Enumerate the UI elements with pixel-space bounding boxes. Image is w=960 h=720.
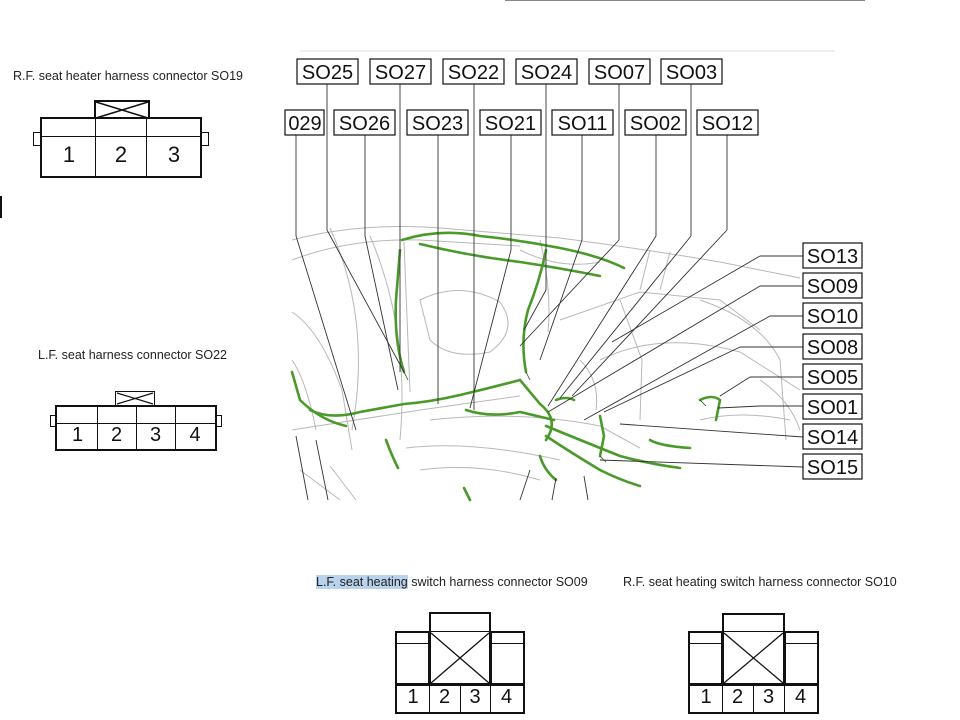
so09-tab-right: [490, 631, 525, 685]
label-so07: [589, 59, 650, 84]
svg-text:SO02: SO02: [629, 113, 682, 135]
label-so23: [407, 110, 468, 135]
label-so22: [443, 59, 504, 84]
so22-caption: L.F. seat harness connector SO22: [38, 348, 227, 362]
label-so01: [803, 394, 862, 419]
so10-latch-cross: [722, 631, 785, 685]
label-so02: [625, 110, 686, 135]
svg-text:029: 029: [288, 113, 322, 135]
so09-latch-cross: [429, 631, 491, 685]
label-so11: [552, 110, 613, 135]
svg-text:SO27: SO27: [374, 62, 427, 84]
label-so24: [516, 59, 577, 84]
label-so05: [803, 364, 862, 389]
so10-caption: R.F. seat heating switch harness connector SO10: [623, 575, 897, 589]
wiring-harness: [292, 233, 720, 500]
so10-tab-left: [688, 631, 723, 685]
label-so15: [803, 454, 862, 479]
svg-text:SO09: SO09: [806, 276, 859, 298]
label-so12: [697, 110, 758, 135]
label-so14: [803, 424, 862, 449]
svg-text:SO07: SO07: [593, 62, 646, 84]
so09-caption-rest: switch harness connector SO09: [407, 575, 588, 589]
svg-text:SO23: SO23: [411, 113, 464, 135]
label-so21: [480, 110, 541, 135]
svg-text:SO21: SO21: [484, 113, 537, 135]
so22-pin-4: 4: [189, 424, 201, 446]
svg-text:SO08: SO08: [806, 337, 859, 359]
so10-pin-4: 4: [794, 686, 807, 708]
so09-pin-1: 1: [407, 686, 419, 708]
label-so29-partial: [285, 110, 324, 135]
svg-text:SO24: SO24: [520, 62, 573, 84]
label-so25: [297, 59, 358, 84]
label-so09: [803, 273, 862, 298]
so22-pin-3: 3: [149, 424, 162, 446]
so19-caption: R.F. seat heater harness connector SO19: [13, 69, 243, 83]
so09-caption-highlight: L.F. seat heating: [316, 575, 408, 589]
so09-tab-left: [395, 631, 430, 685]
so09-pin-2: 2: [438, 686, 451, 708]
so10-tab-right: [784, 631, 819, 685]
svg-text:SO03: SO03: [665, 62, 718, 84]
so19-pin-3: 3: [167, 142, 181, 167]
so10-pin-3: 3: [762, 686, 775, 708]
label-so10: [803, 303, 862, 328]
svg-text:SO26: SO26: [338, 113, 391, 135]
so19-pin-1: 1: [62, 142, 76, 167]
so09-pin-4: 4: [500, 686, 513, 708]
svg-text:SO15: SO15: [806, 457, 859, 479]
so22-pin-2: 2: [110, 424, 123, 446]
svg-text:SO25: SO25: [301, 62, 354, 84]
so10-pin-2: 2: [731, 686, 744, 708]
so19-pin-2: 2: [114, 142, 128, 167]
svg-text:SO22: SO22: [447, 62, 500, 84]
svg-text:SO05: SO05: [806, 367, 859, 389]
svg-text:SO12: SO12: [701, 113, 754, 135]
svg-text:SO01: SO01: [806, 397, 859, 419]
label-so13: [803, 243, 862, 268]
so09-caption: [316, 575, 588, 589]
svg-text:SO10: SO10: [806, 306, 859, 328]
so10-tab-right-line: [786, 643, 817, 644]
label-so27: [370, 59, 431, 84]
label-so03: [661, 59, 722, 84]
svg-text:SO11: SO11: [557, 113, 608, 135]
so09-pin-3: 3: [469, 686, 481, 708]
so22-pin-1: 1: [71, 424, 84, 446]
so10-pin-1: 1: [700, 686, 712, 708]
label-so26: [334, 110, 395, 135]
so10-tab-left-line: [690, 643, 721, 644]
svg-text:SO14: SO14: [806, 427, 859, 449]
label-so08: [803, 334, 862, 359]
so09-tab-left-line: [397, 643, 428, 644]
svg-text:SO13: SO13: [806, 246, 859, 268]
so09-tab-right-line: [492, 643, 523, 644]
